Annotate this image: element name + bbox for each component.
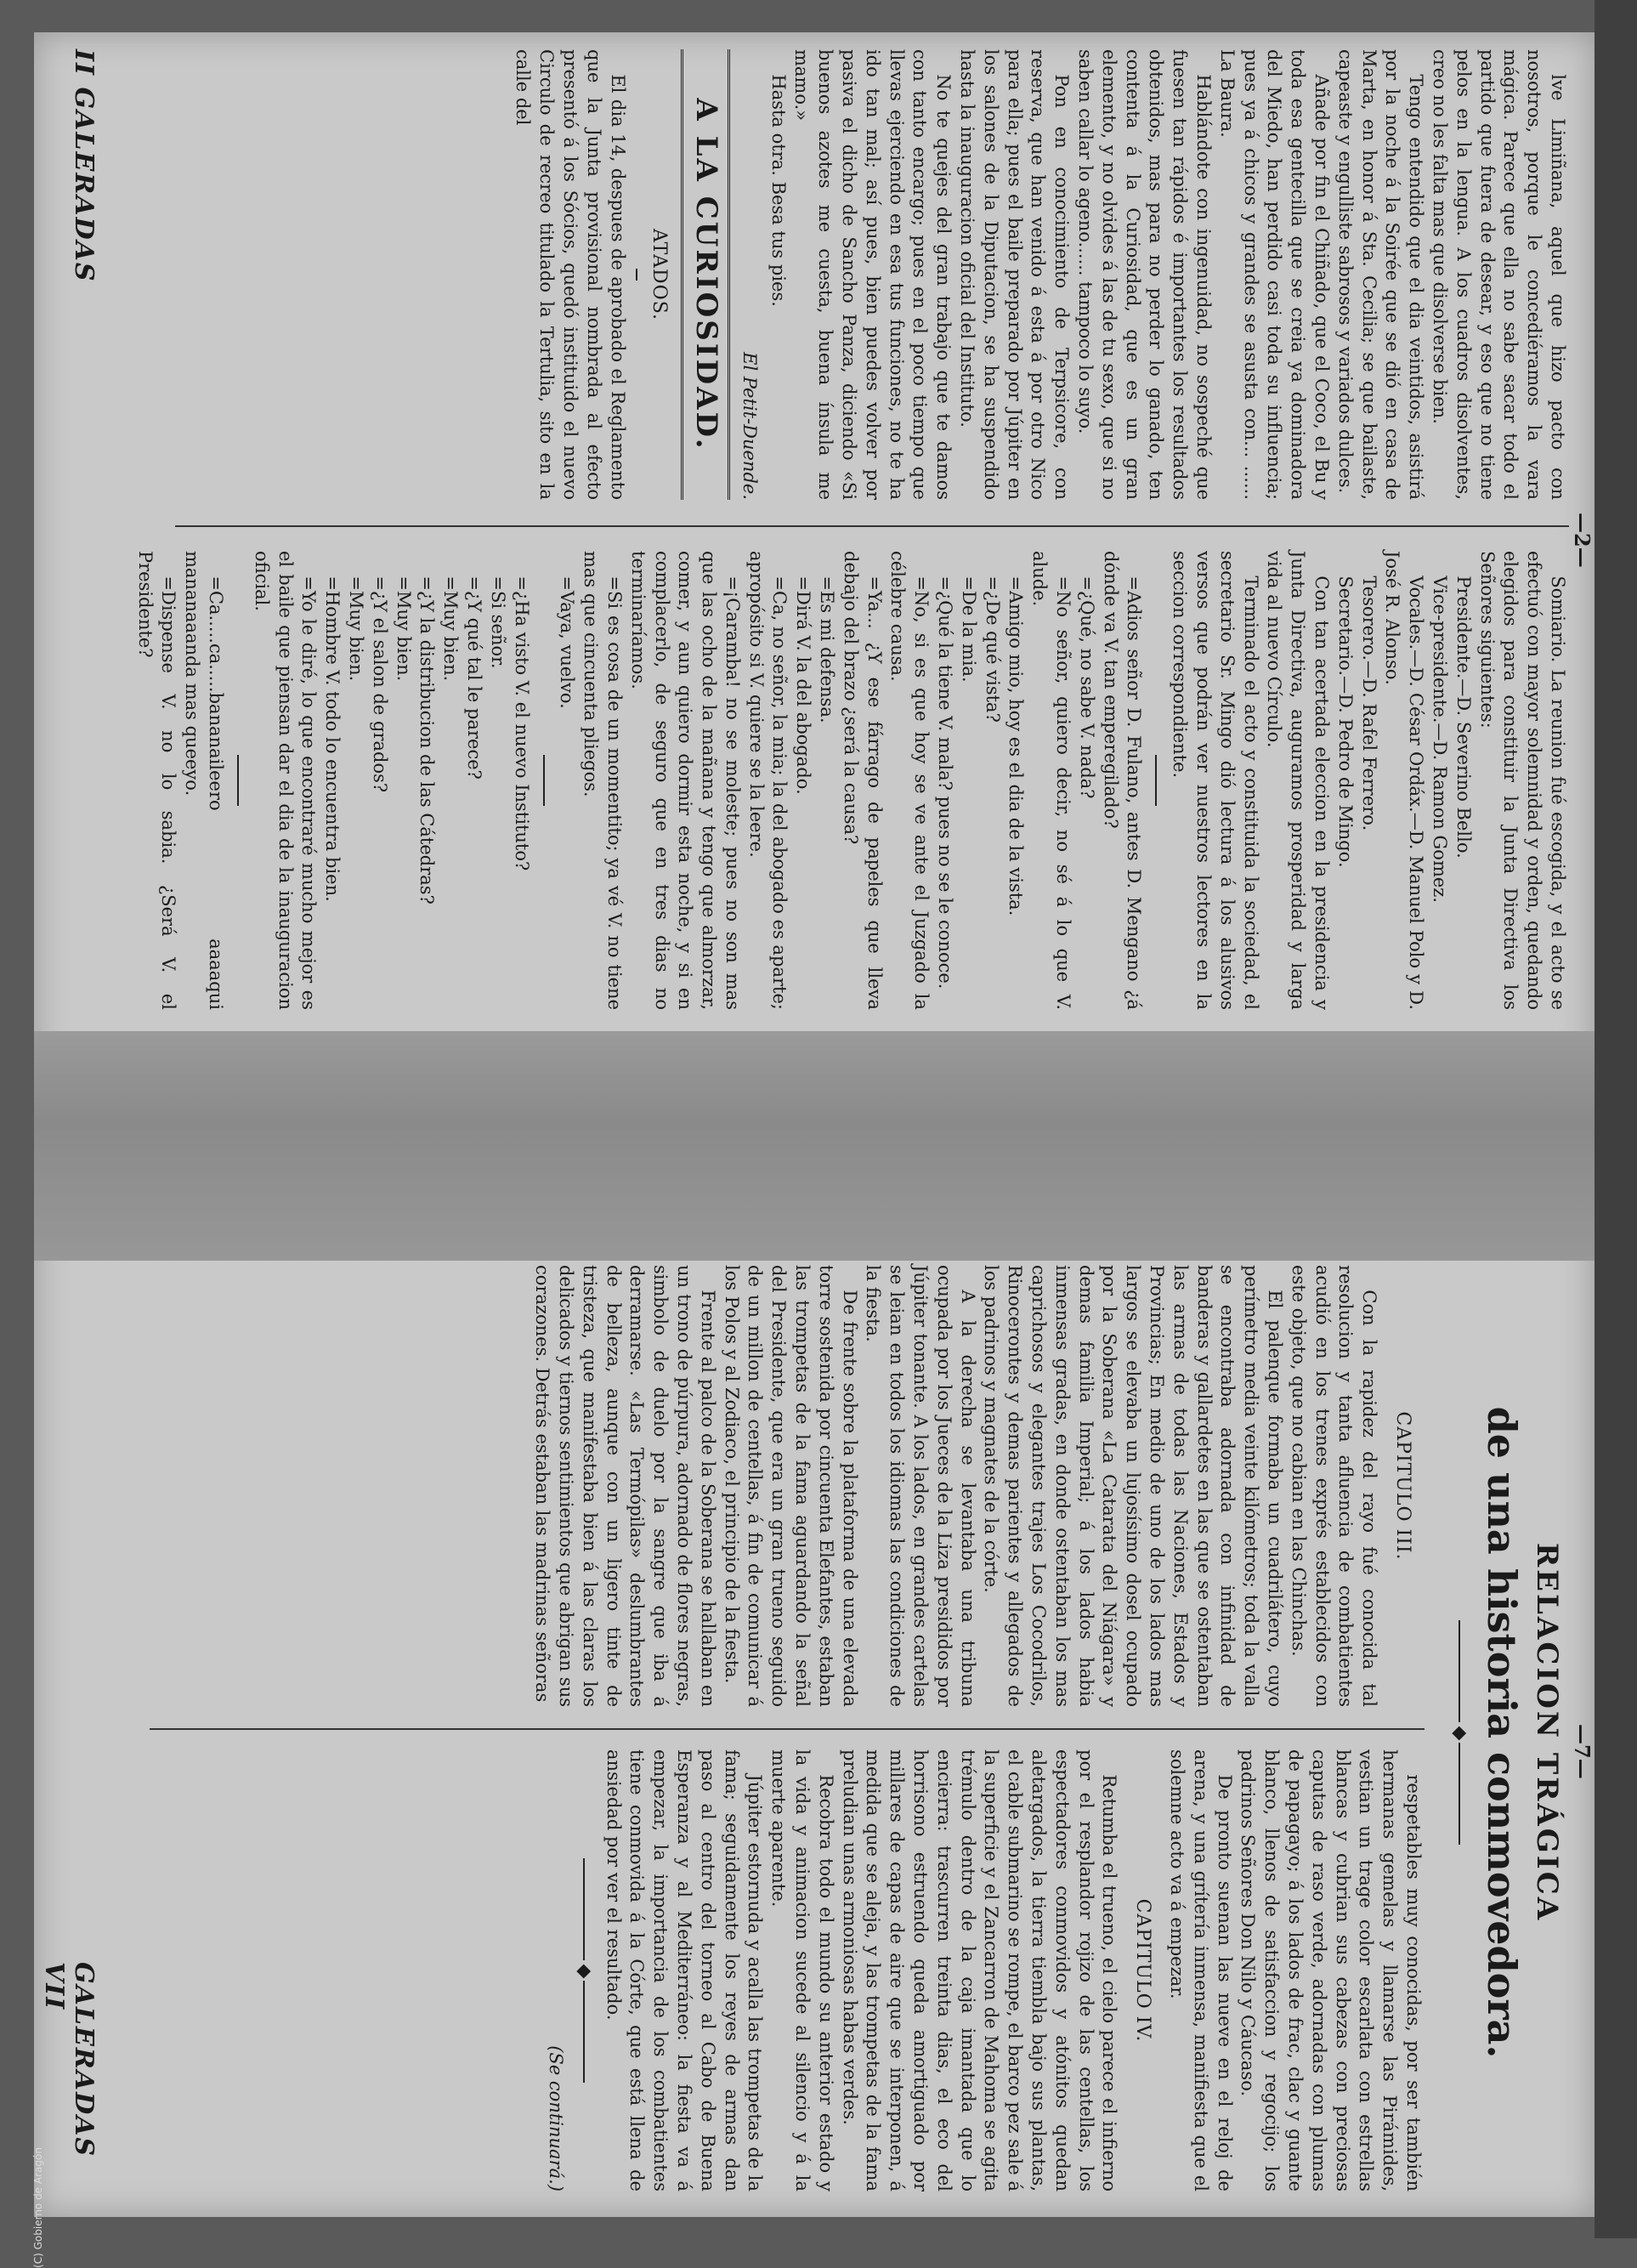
paragraph: Añade por fin el Chiñado, que el Coco, el Bu y toda esa gentecilla que se creia ya dominadora del Miedo, han perdido casi toda su influencia; pues ya á chicos y grandes se asusta con... ...... La Baura. bbox=[1216, 49, 1333, 500]
scan-edge bbox=[1595, 0, 1637, 2238]
page-footer: GALERADAS VII bbox=[39, 1962, 99, 2158]
paragraph: Terminado el acto y constituida la sociedad, el secretario Sr. Mingo dió lectura á los alusivos versos que podrán ver nuestros lectores en la seccion correspondiente. bbox=[1170, 551, 1261, 1010]
story-subtitle: de una historia conmovedora. bbox=[1479, 1406, 1525, 2059]
left-col1-paragraphs bbox=[766, 49, 1569, 500]
paragraph: =No, si es que hoy se ve ante el Juzgado la célebre causa. bbox=[887, 551, 932, 1010]
end-ornament: ◆ bbox=[572, 1749, 596, 2191]
paragraph: =Ya... ¿Y ese fárrago de papeles que lleva debajo del brazo ¿será la causa? bbox=[840, 551, 885, 1010]
paragraph: =¿Ha visto V. el nuevo Instituto? bbox=[511, 576, 532, 871]
page-number: —7— bbox=[1570, 1724, 1595, 1779]
chapter-four: CAPITULO IV. bbox=[1132, 1898, 1154, 2043]
divider bbox=[1155, 755, 1157, 806]
paragraph: Con tan acertada eleccion en la presidencia y Junta Directiva, auguramos prosperidad y larga vida al nuevo Círculo. bbox=[1264, 551, 1333, 1010]
paragraph: Tengo entendido que el dia veintidos, asistirá por la noche á la Soirée que se dió en casa de Marta, en honor á Sta. Cecilia; se que bailaste, capeaste y engulliste sabrosos y variados dulces. bbox=[1334, 49, 1427, 500]
dialogue-two bbox=[249, 551, 533, 1010]
divider bbox=[636, 269, 637, 281]
paragraph: Hablándote con ingenuidad, no sospeché que fuesen tan rápidos é importantes los resultados obtenidos, mas para no perder lo ganado, ten contenta á la Curiosidad, que es un gran elemento, y no olvides á las de tu sexo, que si no saben callar lo ageno...... tampoco lo suyo. bbox=[1075, 49, 1215, 500]
paragraph: =Dirá V. la del abogado. bbox=[793, 576, 814, 795]
continue-note: (Se continuará.) bbox=[546, 2045, 567, 2191]
credit-line bbox=[3, 2147, 44, 2268]
paragraph: =¿De qué vista? bbox=[982, 576, 1003, 723]
paragraph: Secretario.—D. Pedro de Mingo. bbox=[1334, 576, 1356, 868]
paragraph: Pon en conocimiento de Terpsicore, con reserva, que han venido á esta á por otro Nico para ella; pues el baile preparado por Júpiter en los salones de la Diputacion, se ha suspendido hasta la inauguracion oficial del Instituto. bbox=[957, 49, 1073, 500]
paragraph: Con la rapidez del rayo fué conocida tal resolucion y tanta afluencia de combatientes acudió en los trenes exprés establecidos con este objeto, que no cabian en las Chinchas. bbox=[1288, 1265, 1380, 1707]
paragraph: Vice-presidente.—D. Ramon Gomez. bbox=[1430, 576, 1451, 904]
right-col-1 bbox=[116, 1265, 1425, 1707]
paragraph: =Si es cosa de un momentito; ya vé V. no tiene mas que cincuenta pliegos. bbox=[581, 551, 625, 1010]
paragraph: De frente sobre la plataforma de una elevada torre sostenida por cincuenta Elefantes, estaban las trompetas de la fama aguardando la señal del Presidente, que era un gran trueno seguido de un millon de centellas, á fin de comunicar á los Polos y al Zodiaco, el principio de la fiesta. bbox=[721, 1265, 860, 1707]
paragraph: =No señor, quiero decir, no sé á lo que V. alude. bbox=[1029, 551, 1074, 1010]
paragraph: =¿Qué la tiene V. mala? pues no se le conoce. bbox=[935, 576, 956, 989]
chapter4-paragraphs bbox=[601, 1749, 1121, 2191]
paragraph: =Si señor. bbox=[487, 576, 508, 669]
paragraph: Recobra todo el mundo su anterior estado y la vida y animacion sucede al silencio y á la muerte aparente. bbox=[768, 1749, 836, 2191]
paragraph: Somiario. La reunion fué escogida, y el acto se efectuó con mayor solemnidad y orden, quedando elegidos para constituir la Junta Directiva los Señores siguientes: bbox=[1476, 551, 1568, 1010]
paragraph: =Hombre V. todo lo encuentra bien. bbox=[322, 576, 343, 902]
signature: El Petit-Duende. bbox=[739, 352, 760, 500]
paragraph: De pronto suenan las nueve en el reloj de arena, y una grítería inmensa, manifiesta que el solemne acto va á empezar. bbox=[1167, 1749, 1235, 2191]
left-col-2 bbox=[124, 551, 1569, 1010]
dialogue-three bbox=[133, 551, 227, 1010]
credit-text: (C) Gobierno de Aragón bbox=[31, 2147, 44, 2268]
left-page bbox=[48, 49, 1595, 1027]
paragraph: =¿Y la distribucion de las Cátedras? bbox=[416, 576, 438, 904]
column-rule bbox=[175, 525, 1569, 527]
paragraph: Tesorero.—D. Rafel Ferrero. bbox=[1358, 576, 1379, 831]
curiosidad-heading-box bbox=[681, 49, 730, 500]
story-header bbox=[1444, 1265, 1569, 2200]
curiosidad-sub: ATADOS. bbox=[649, 229, 671, 320]
paragraph: =Muy bien. bbox=[345, 576, 366, 682]
column-rule bbox=[150, 1728, 1425, 1730]
curiosidad-title: A LA CURIOSIDAD. bbox=[689, 98, 724, 451]
paragraph: respetables muy conocidas, por ser también hermanas gemelas y llamarse las Pirámides, vestian un trage color escarlata con estrellas blancas y cubrian sus cabezas con preciosas caputas de raso verde, adornadas con plumas de papagayo; á los lados de frac, clac y guante blanco, llenos de satisfaccion y regocijo; los padrinos Señores Don Nilo y Cáucaso. bbox=[1238, 1749, 1424, 2191]
paragraph: Frente al palco de la Soberana se hallaban en un trono de púrpura, adornado de flores negras, simbolo de duelo por la sangre que iba á derramarse. «Las Termópilas» deslumbrantes de belleza, aunque con un ligero tinte de tristeza, que manifestaba bien á las claras los delicados y tiernos sentimientos que abrigan sus corazones. Detrás estaban las madrinas señoras bbox=[532, 1265, 718, 1707]
paragraph: El palenque formaba un cuadrilátero, cuyo perímetro media veinte kilómetros; toda la valla se encontraba adornada con infinidad de banderas y gallardetes en las que se ostentaban las armas de todas las Naciones, Estados y Provincias; En medio de uno de los lados mas largos se elevaba un lujosísimo dosel ocupado por la Soberana «La Catarata del Niágara» y demas familia Imperial; á los lados habia inmensas gradas, en donde ostentaban los mas caprichosos y elegantes trajes Los Cocodrilos, Rinocerontes y demas parientes y allegados de los padrinos y magnates de la córte. bbox=[981, 1265, 1286, 1707]
paragraph: =Yo le diré, lo que encontraré mucho mejor es el baile que piensan dar el dia de la inauguracion oficial. bbox=[251, 551, 320, 1010]
paragraph: =Muy bien. bbox=[440, 576, 462, 682]
paragraph: Júpiter estornuda y acalla las trompetas de la fama; seguidamente los reyes de armas dan paso al centro del torneo al Cabo de Buena Esperanza y al Mediterráneo: la fiesta va á empezar, la importancia de los combatientes tiene conmovida á la Córte, que está llena de ansiedad por ver el resultado. bbox=[603, 1749, 766, 2191]
paragraph: =Vaya, vuelvo. bbox=[557, 576, 578, 709]
title-ornament: ◆ bbox=[1449, 1265, 1470, 2200]
paragraph: Retumba el trueno, el cielo parece el infierno por el resplandor rojizo de las centellas, los espectadores conmovidos y atónitos quedan aletargados, la tierra tiembla bajo sus plantas, el cable submarino se rompe, el barco pez sale á la superficie y el Zancarron de Mahoma se agita trémulo dentro de la caja imantada que lo encierra: trascurren treinta dias, el eco del horrisono estruendo queda amortiguado por millares de capas de aire que se interponen, á medida que se aleja, y las trompetas de la fama preludian unas armoniosas habas verdes. bbox=[839, 1749, 1120, 2191]
paragraph: A la derecha se levantaba una tribuna ocupada por los Jueces de la Liza presididos por Júpiter tonante. A los lados, en grandes cartelas se leian en todos los idiomas las condiciones de la fiesta. bbox=[863, 1265, 978, 1707]
fold-band bbox=[34, 1031, 1595, 1261]
dialogue-one bbox=[555, 551, 1146, 1010]
paragraph: =¿Y el salon de grados? bbox=[369, 576, 390, 793]
curiosidad-text: El dia 14, despues de aprobado el Reglamento que la Junta provisional nombrada al efecto presentó á los Sócios, quedó instituido el nuevo Circulo de recreo titulado la Tertulia, sito en la calle del bbox=[513, 49, 628, 500]
divider bbox=[543, 755, 545, 806]
page-footer: II GALERADAS bbox=[69, 49, 99, 283]
left-col-1 bbox=[124, 49, 1569, 500]
paragraph: Presidente.—D. Severino Bello. bbox=[1453, 576, 1474, 859]
paragraph: =Amigo mio, hoy es el dia de la vista. bbox=[1005, 576, 1027, 916]
chapter-three: CAPITULO III. bbox=[1392, 1411, 1413, 1561]
junta-paragraphs bbox=[1167, 551, 1569, 1010]
paragraph: =De la mia. bbox=[958, 576, 979, 683]
right-col-2 bbox=[116, 1749, 1425, 2191]
paragraph: Hasta otra. Besa tus pies. bbox=[768, 74, 789, 307]
paragraph: =Ca, no señor, la mia; la del abogado es aparte; apropósito si V. quiere se la leere. bbox=[745, 551, 790, 1010]
right-page bbox=[39, 1265, 1595, 2200]
newspaper-sheet bbox=[34, 32, 1595, 2217]
paragraph: =¿Qué, no sabe V. nada? bbox=[1076, 576, 1097, 799]
chapter3-paragraphs bbox=[530, 1265, 1381, 1707]
paragraph: Vocales.—D. César Ordáx.—D. Manuel Polo y D. José R. Alonso. bbox=[1382, 551, 1427, 1010]
paragraph: No te quejes del gran trabajo que te damos con tanto encargo; pues en el poco tiempo que llevas ejerciendo en esa tus funciones, no te ha ido tan mal; así pues, bien puedes volver por pasiva el dicho de Sancho Panza, diciendo «Si buenos azotes me cuesta, buena ínsula me mamo.» bbox=[791, 49, 954, 500]
paragraph: =Dispense V. no lo sabia. ¿Será V. el Presidente? bbox=[134, 551, 179, 1010]
paragraph: lve Limiñana, aquel que hizo pacto con nosotros, porque le concediéramos la vara mágica. Parece que ella no sabe sacar todo el partido que fuera de desear, y eso que no tiene pelos en la lengua. A los cuadros disolventes, creo no les falta mas que disolverse bien. bbox=[1430, 49, 1568, 500]
paragraph: =Es mi defensa. bbox=[817, 576, 838, 723]
paragraph: =¡Caramba! no se moleste; pues no son mas que las ocho de la mañana y tengo que almorzar, comer, y aun quiero dormir esta noche, y si en complacerlo, de seguro que en tres dias no terminaríamos. bbox=[627, 551, 743, 1010]
paragraph: =Adios señor D. Fulano, antes D. Mengano ¿á dónde va V. tan emperegilado? bbox=[1100, 551, 1145, 1010]
divider bbox=[237, 755, 239, 806]
story-title: RELACION TRÁGICA bbox=[1530, 1542, 1564, 1923]
page-number: —2— bbox=[1570, 513, 1595, 568]
paragraph: =Ca.....ca.....bananaileero aaaaqui mananaaanda mas queeyo. bbox=[182, 551, 226, 1010]
paragraph: =Muy bien. bbox=[393, 576, 414, 682]
paragraph: =¿Y qué tal le parece? bbox=[463, 576, 484, 780]
chapter3-continued bbox=[1164, 1749, 1425, 2191]
